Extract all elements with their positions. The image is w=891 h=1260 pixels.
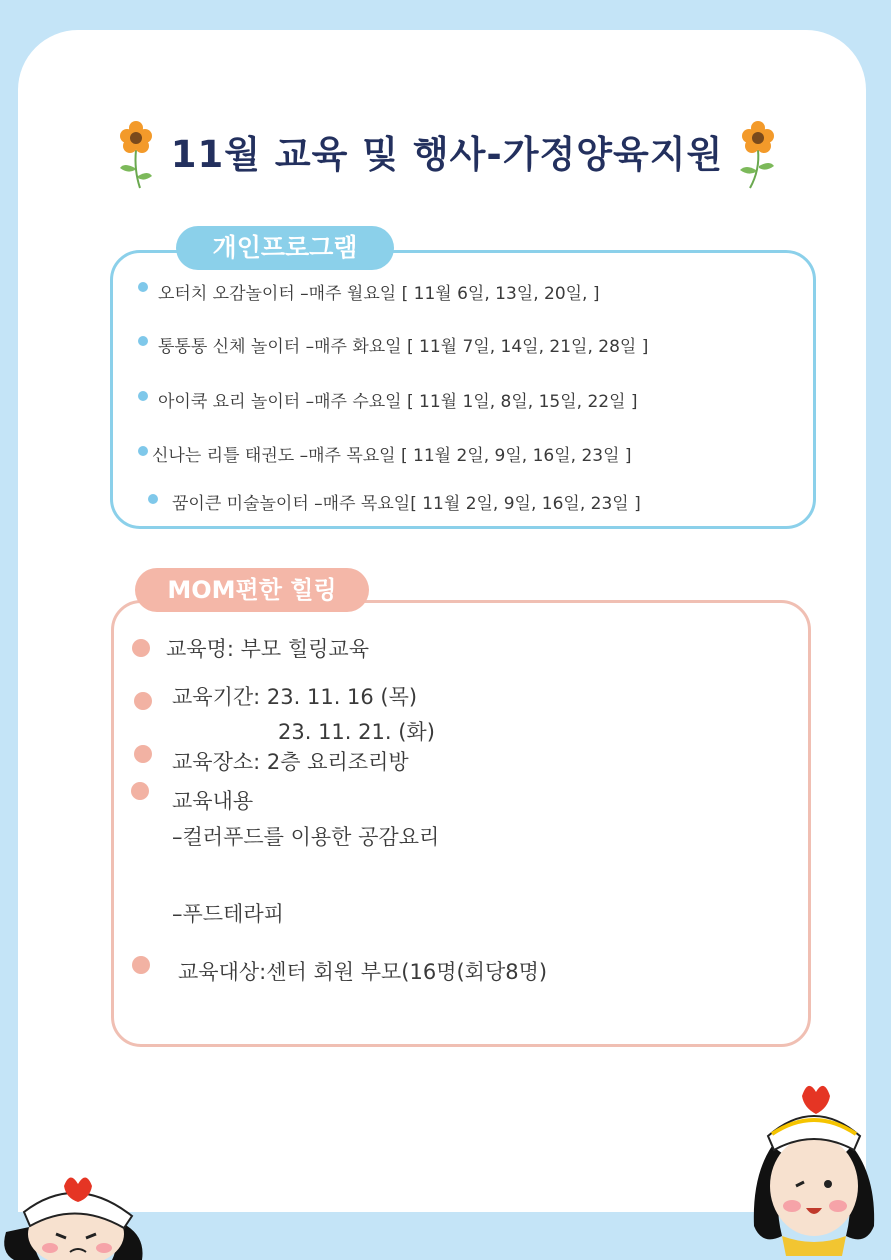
program-item: 통통통 신체 놀이터 –매주 화요일 [ 11월 7일, 14일, 21일, 28일 ]: [158, 337, 649, 357]
education-name: 교육명: 부모 힐링교육: [166, 637, 369, 661]
title-row: [110, 118, 780, 188]
personal-program-label: 개인프로그램: [176, 226, 394, 270]
bullet-dot: [138, 336, 148, 346]
education-period-2: 23. 11. 21. (화): [278, 720, 435, 744]
bullet-dot: [138, 391, 148, 401]
flower-icon: [114, 120, 158, 190]
healing-program-label: MOM편한 힐링: [135, 568, 369, 612]
bullet-dot: [132, 956, 150, 974]
education-content-label: 교육내용: [172, 789, 254, 813]
bullet-dot: [138, 282, 148, 292]
program-item: 꿈이큰 미술놀이터 –매주 목요일[ 11월 2일, 9일, 16일, 23일 ]: [172, 494, 641, 514]
education-period: 교육기간: 23. 11. 16 (목): [172, 685, 418, 709]
education-content-item: –푸드테라피: [172, 902, 284, 926]
education-place: 교육장소: 2층 요리조리방: [172, 750, 409, 774]
bullet-dot: [131, 782, 149, 800]
education-target: 교육대상:센터 회원 부모(16명(회당8명): [178, 960, 548, 984]
program-item: 신나는 리틀 태권도 –매주 목요일 [ 11월 2일, 9일, 16일, 23일 ]: [152, 446, 632, 466]
mascot-illustration: [0, 1172, 150, 1260]
bullet-dot: [148, 494, 158, 504]
education-content-item: –컬러푸드를 이용한 공감요리: [172, 825, 440, 849]
bullet-dot: [134, 692, 152, 710]
bullet-dot: [138, 446, 148, 456]
bullet-dot: [132, 639, 150, 657]
bullet-dot: [134, 745, 152, 763]
mascot-illustration: [742, 1076, 890, 1256]
program-item: 오터치 오감놀이터 –매주 월요일 [ 11월 6일, 13일, 20일, ]: [158, 284, 600, 304]
program-item: 아이쿡 요리 놀이터 –매주 수요일 [ 11월 1일, 8일, 15일, 22일 ]: [158, 392, 638, 412]
flower-icon: [736, 120, 780, 190]
page-title: 11월 교육 및 행사-가정양육지원: [170, 133, 724, 176]
